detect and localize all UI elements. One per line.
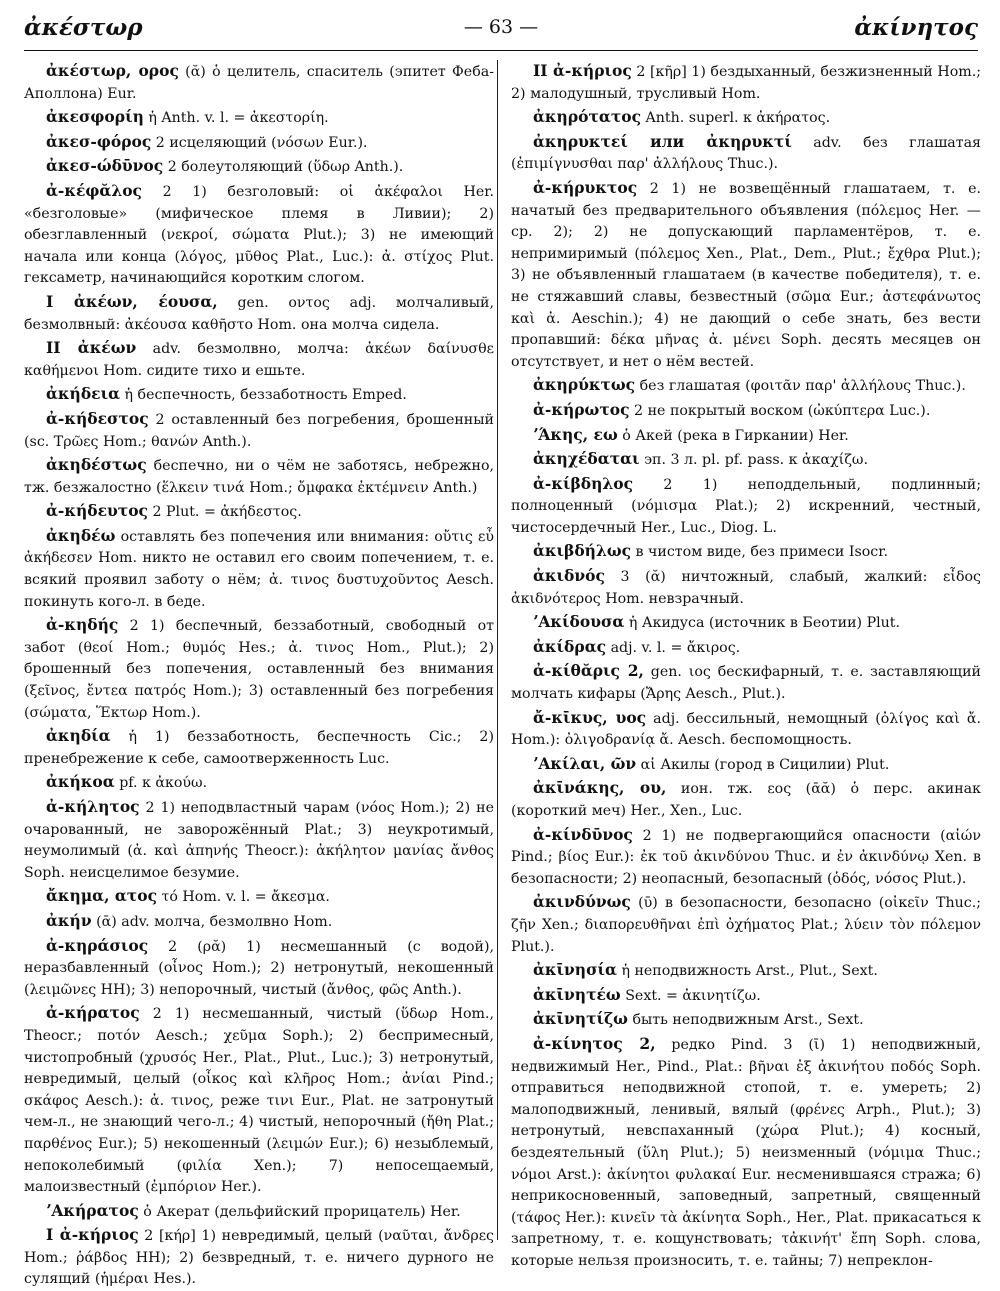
entry-definition: редко Pind. 3 (ῑ) 1) неподвижный, недвижимый Her., Pind., Plat.: βῆναι ἐξ ἀκινήτου ποδός Soph. отправиться неподвижной стопой, т. е. умереть; 2) малоподвижный, ленивый, вялый (φρένες Arph., Plut.); 3) нетронутый, невспаханный (χώρα Plut.); 4) косный, бездеятельный (ὕλη Plut.); 5) неизменный (νόμιμα Thuc.; νόμοι Arst.): ἀκίνητοι φυλακαί Eur. несменившаяся стража; 6) неприкосновенный, заповедный, запретный, священный (τάφος Her.): κινεῖν τὰ ἀκίνητα Soph., Her., Plat. прикасаться к запретному, т. е. кощунствовать; τἀκινήτ' ἔπη Soph. слова, которые нельзя произносить, т. е. тайны; 7) непреклон- xyxy=(511,1036,981,1269)
entry-definition: 2 исцеляющий (νόσων Eur.). xyxy=(151,134,368,151)
dictionary-entry xyxy=(511,636,981,660)
entry-definition: (ᾰ) ὁ целитель, спаситель (эпитет Феба-Аполлона) Eur. xyxy=(24,64,494,102)
entry-definition: без глашатая (φοιτᾶν παρ' ἀλλήλους Thuc.). xyxy=(635,378,966,395)
dictionary-entry xyxy=(511,959,981,983)
dictionary-entry xyxy=(511,753,981,777)
dictionary-entry xyxy=(511,611,981,635)
dictionary-entry xyxy=(24,500,494,524)
column-divider xyxy=(497,60,498,1240)
entry-definition: 2 [κῆρ] 1) бездыханный, безжизненный Hom.; 2) малодушный, трусливый Hom. xyxy=(511,64,981,102)
entry-headword: ἀ-κίβδηλος xyxy=(533,473,634,493)
dictionary-entry xyxy=(511,777,981,822)
entry-headword: II ἀ-κήριος xyxy=(533,61,632,80)
entry-headword: ἀκηρύκτως xyxy=(533,375,636,395)
entry-headword: ἀκέστωρ, ορος xyxy=(46,61,179,80)
dictionary-entry xyxy=(511,891,981,958)
entry-headword: ἀκηρυκτεί или ἀκηρυκτί xyxy=(533,131,792,151)
dictionary-entry xyxy=(24,796,494,884)
entry-definition: 2 оставленный без погребения, брошенный (sc. Τρῶες Hom.; θανών Anth.). xyxy=(24,411,494,450)
entry-definition: ὁ Акерат (дельфийский прорицатель) Her. xyxy=(138,1203,461,1220)
entry-headword: ἀκινδύνως xyxy=(533,892,631,912)
dictionary-entry xyxy=(511,473,981,540)
entry-headword: ʼΑκίλαι, ῶν xyxy=(533,753,637,773)
entry-headword: ἀ-κίνδῡνος xyxy=(533,824,633,844)
entry-headword: ἀ-κίνητος 2, xyxy=(533,1033,656,1053)
entry-definition: 2 (ρᾰ) 1) несмешанный (с водой), неразбавленный (οἶνος Hom.); 2) нетронутый, некошенный (λειμῶνες HH); 3) непорочный, чистый (ἄνθος, φῶς Anth.). xyxy=(24,938,494,998)
entry-definition: ἡ Акидуса (источник в Беотии) Plut. xyxy=(624,615,901,632)
entry-headword: ἀκήδεια xyxy=(46,384,121,404)
dictionary-entry xyxy=(511,540,981,564)
entry-definition: ἡ 1) беззаботность, беспечность Cic.; 2) пренебрежение к себе, самоотверженность Luc. xyxy=(24,729,494,767)
dictionary-entry xyxy=(24,1200,494,1224)
entry-definition: 2 1) беспечный, беззаботный, свободный от забот (θεοί Hom.; θυμός Hes.; ἀ. τινος Hom., Plut.); 2) брошенный без попечения, оставленный без внимания (ξεῖνος, ἔντεα πατρός Hom.); 3) оставленный без погребения (σώματα, Ἕκτωρ Hom.). xyxy=(24,618,494,721)
dictionary-entry xyxy=(24,725,494,770)
entry-headword: ʼΑκήρατος xyxy=(46,1200,139,1220)
entry-definition: pf. к ἀκούω. xyxy=(114,775,208,792)
dictionary-entry xyxy=(24,60,494,105)
entry-headword: ἀκηδέστως xyxy=(46,455,147,475)
dictionary-entry xyxy=(24,337,494,382)
entry-definition: 2 не покрытый воском (ὠκύπτερα Luc.). xyxy=(629,402,931,419)
entry-definition: adv. безмолвно, молча: ἀκέων δαίνυσθε καθήμενοι Hom. сидите тихо и ешьте. xyxy=(24,341,494,379)
entry-headword: ἀκιβδήλως xyxy=(533,541,632,561)
header-left-headword: ἀκέστωρ xyxy=(24,14,143,41)
dictionary-entry xyxy=(24,614,494,724)
entry-headword: ἀκῑνάκης, ου, xyxy=(533,778,667,798)
header-rule xyxy=(24,50,978,51)
entry-headword: ἀ-κέφᾰλος xyxy=(46,180,142,200)
entry-definition: оставлять без попечения или внимания: οὔτις εὖ ἀκήδεσεν Hom. никто не оставил его своим попечением, т. е. всякий проявил заботу о нём; ἀ. τινος δυστυχοῦντος Aesch. покинуть кого-л. в беде. xyxy=(24,528,494,610)
header-right-headword: ἀκίνητος xyxy=(854,14,978,41)
entry-definition: 2 1) неподвластный чарам (νόος Hom.); 2) не очарованный, не заворожённый Plat.; 3) неукротимый, неумолимый (ἀ. καὶ ἀπηνής Theocr.): ἀκήλητον μανίας ἄνθος Soph. неисцелимое безумие. xyxy=(24,800,494,881)
entry-definition: τό Hom. v. l. = ἄκεσμα. xyxy=(157,889,330,906)
dictionary-entry xyxy=(24,1224,494,1291)
entry-definition: 2 1) не подвергающийся опасности (αἰών Pind.; βίος Eur.): ἐκ τοῦ ἀκινδύνου Thuc. и ἐν ἀκινδύνῳ Xen. в безопасности; 2) неопасный, безопасный (ὁδός, νόσος Plut.). xyxy=(511,827,981,887)
entry-definition: ὁ Акей (река в Гиркании) Her. xyxy=(617,427,849,444)
dictionary-entry xyxy=(511,448,981,472)
entry-definition: беспечно, ни о чём не заботясь, небрежно, тж. безжалостно (ἕλκειν τινά Hom.; ὄμφακα ἐκτέμνειν Anth.) xyxy=(24,458,494,496)
dictionary-entry xyxy=(511,1008,981,1032)
entry-headword: ἀ-κήδεστος xyxy=(46,408,149,428)
entry-definition: Anth. superl. к ἀκήρατος. xyxy=(641,110,831,127)
dictionary-entry xyxy=(24,910,494,934)
dictionary-entry xyxy=(24,771,494,795)
dictionary-entry xyxy=(24,155,494,179)
entry-headword: ἀκιδνός xyxy=(533,566,605,586)
entry-definition: αἱ Акилы (город в Сицилии) Plut. xyxy=(636,756,890,773)
entry-definition: Sext. = ἀκινητίζω. xyxy=(620,987,761,1004)
page-header xyxy=(24,14,978,44)
entry-definition: ἡ Anth. v. l. = ἀκεστορίη. xyxy=(143,110,329,127)
entry-headword: ἀ-κήδευτος xyxy=(46,501,148,521)
entry-headword: ἀκήκοα xyxy=(46,772,115,792)
entry-headword: ἀκῑνησία xyxy=(533,960,617,980)
dictionary-entry xyxy=(24,131,494,155)
entry-headword: ἀκηχέδαται xyxy=(533,449,640,469)
entry-headword: ἀκεσ-φόρος xyxy=(46,131,152,151)
entry-headword: ἀκεσφορίη xyxy=(46,107,144,127)
entry-headword: ἀκῑνητίζω xyxy=(533,1009,628,1029)
entry-definition: 2 1) безголовый: οἱ ἀκέφαλοι Her. «безголовые» (мифическое племя в Ливии); 2) обезглавленный (νεκροί, σώματα Plut.); 3) не имеющий начала или конца (λόγος, μῦθος Plat., Luc.): ἀ. στίχος Plut. гексаметр, начинающийся коротким слогом. xyxy=(24,183,494,287)
entry-definition: 2 1) несмешанный, чистый (ὕδωρ Hom., Theocr.; ποτόν Aesch.; χεῦμα Soph.); 2) беспримесный, чистопробный (χρυσός Her., Plat., Plut., Luc.); 3) нетронутый, невредимый, целый (οἶκος καὶ κλῆρος Hom.; ἀνίαι Pind.; σκάφος Aesch.): ἀ. τινος, реже τινι Eur., Plat. не затронутый чем-л., не знающий чего-л.; 4) чистый, непорочный (ἤθη Plat.; παρθένος Eur.); 5) некошенный (λειμών Eur.); 6) незыблемый, непоколебимый (φιλία Xen.); 7) непосещаемый, малоизвестный (ἐμπόριον Her.). xyxy=(24,1006,494,1196)
dictionary-entry xyxy=(24,106,494,130)
entry-headword: ἄκημα, ατος xyxy=(46,886,158,906)
entry-headword: ἀκηδέω xyxy=(46,525,116,545)
entry-definition: 2 болеутоляющий (ὕδωρ Anth.). xyxy=(163,159,404,176)
entry-headword: ἀκίδρας xyxy=(533,636,607,656)
entry-definition: в чистом виде, без примеси Isocr. xyxy=(631,544,888,561)
dictionary-entry xyxy=(511,60,981,105)
entry-headword: I ἀ-κήριος xyxy=(46,1225,139,1245)
entry-headword: ἀ-κηδής xyxy=(46,615,119,635)
entry-definition: adv. без глашатая (ἐπιμίγνυσθαι παρ' ἀλλήλους Thuc.). xyxy=(511,134,981,173)
dictionary-entry xyxy=(511,374,981,398)
dictionary-entry xyxy=(24,454,494,499)
entry-headword: II ἀκέων xyxy=(46,338,137,358)
entry-headword: ἀκηδία xyxy=(46,726,111,746)
entry-headword: ἀ-κήρωτος xyxy=(533,399,630,419)
dictionary-entry xyxy=(511,131,981,176)
entry-definition: эп. 3 л. pl. pf. pass. к ἀκαχίζω. xyxy=(639,452,869,469)
entry-definition: gen. οντος adj. молчаливый, безмолвный: ἀκέουσα καθῆστο Hom. она молча сидела. xyxy=(24,294,494,333)
dictionary-entry xyxy=(24,525,494,613)
dictionary-entry xyxy=(24,935,494,1002)
entry-headword: ἀκηρότατος xyxy=(533,107,642,127)
entry-definition: (ᾱ) adv. молча, безмолвно Hom. xyxy=(91,913,333,930)
dictionary-entry xyxy=(511,707,981,752)
dictionary-entry xyxy=(24,383,494,407)
dictionary-entry xyxy=(511,177,981,373)
entry-headword: I ἀκέων, έουσα, xyxy=(46,291,218,311)
entry-headword: ἄ-κῑκυς, υος xyxy=(533,707,647,727)
dictionary-entry xyxy=(511,984,981,1008)
dictionary-entry xyxy=(511,660,981,705)
entry-headword: ἀ-κίθᾰρις 2, xyxy=(533,661,644,681)
entry-headword: ἀκῑνητέω xyxy=(533,984,621,1004)
entry-definition: ион. тж. εος (ᾱᾰ) ὁ перс. акинак (короткий меч) Her., Xen., Luc. xyxy=(511,781,981,819)
dictionary-entry xyxy=(511,1033,981,1273)
dictionary-entry xyxy=(511,424,981,448)
dictionary-entry xyxy=(24,180,494,290)
entry-definition: ἡ беспечность, беззаботность Emped. xyxy=(120,387,407,404)
dictionary-entry xyxy=(24,1002,494,1198)
entry-headword: ἀ-κήρυκτος xyxy=(533,177,638,197)
entry-headword: ἀ-κήλητος xyxy=(46,797,140,816)
entry-definition: 2 1) не возвещённый глашатаем, т. е. начатый без предварительного объявления (πόλεμος Her. — ср. 2); 2) не допускающий парламентёров, т. е. непримиримый (πόλεμος Xen., Plat., Dem., Plut.; ἔχθρα Plut.); 3) не объявленный глашатаем (в качестве победителя), т. е. не стяжавший славы, безвестный (σῶμα Eur.; ἀστεφάνωτος καὶ ἀ. Aeschin.); 4) не дающий о себе знать, без вести пропавший: δέκα μῆνας ἀ. μένει Soph. десять месяцев он отсутствует, и нет о нём вестей. xyxy=(511,180,981,370)
entry-headword: ʼΑκίδουσα xyxy=(533,612,625,632)
right-column xyxy=(511,60,981,1269)
entry-headword: ἀ-κηράσιος xyxy=(46,935,149,955)
entry-definition: 2 [κήρ] 1) невредимый, целый (ναῦται, ἄνδρες Hom.; ῥάβδος HH); 2) безвредный, т. е. ничего дурного не сулящий (ἡμέραι Hes.). xyxy=(24,1228,494,1288)
entry-definition: 2 1) неподдельный, подлинный; полноценный (νόμισμα Plat.); 2) искренний, честный, чистосердечный Her., Luc., Diog. L. xyxy=(511,476,981,536)
dictionary-entry xyxy=(511,565,981,610)
dictionary-entry xyxy=(511,399,981,423)
entry-definition: 3 (ᾰ) ничтожный, слабый, жалкий: εἶδος ἀκιδνότερος Hom. невзрачный. xyxy=(511,569,981,607)
dictionary-entry xyxy=(24,885,494,909)
entry-definition: (ῡ) в безопасности, безопасно (οἰκεῖν Thuc.; ζῆν Xen.; διαπορευθῆναι ἐπὶ ὀχήματος Plat.; λύειν τὸν πόλεμον Plut.). xyxy=(511,895,981,955)
entry-definition: 2 Plut. = ἀκήδεστος. xyxy=(147,504,302,521)
entry-definition: быть неподвижным Arst., Sext. xyxy=(627,1012,864,1029)
entry-headword: ἀ-κήρατος xyxy=(46,1003,140,1023)
entry-definition: ἡ неподвижность Arst., Plut., Sext. xyxy=(616,963,878,980)
entry-definition: gen. ιος бескифарный, т. е. заставляющий молчать кифары (Ἄρης Aesch., Plut.). xyxy=(511,664,981,703)
dictionary-entry xyxy=(511,106,981,130)
dictionary-entry xyxy=(511,824,981,891)
entry-headword: ἀκήν xyxy=(46,910,92,930)
dictionary-entry xyxy=(24,291,494,336)
entry-headword: ʼΆκης, εω xyxy=(533,424,618,444)
page-number: — 63 — xyxy=(463,16,539,38)
entry-headword: ἀκεσ-ώδῡνος xyxy=(46,156,164,176)
entry-definition: adj. бессильный, немощный (ὀλίγος καὶ ἄ. Hom.): ὀλιγοδρανίᾳ ἄ. Aesch. беспомощность. xyxy=(511,710,981,749)
entry-definition: adj. v. l. = ἄκιρος. xyxy=(606,639,741,656)
dictionary-entry xyxy=(24,408,494,453)
left-column xyxy=(24,60,494,1288)
